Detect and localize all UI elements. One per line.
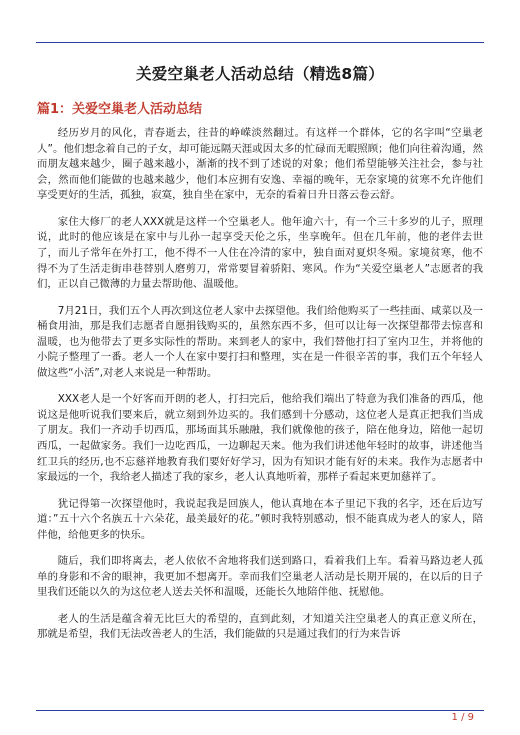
paragraph: 老人的生活是蕴含着无比巨大的希望的，直到此刻，才知道关注空巢老人的真正意义所在，那就是希望，我们无法改善老人的生活，我们能做的只是通过我们的行为来告诉 [37, 612, 483, 641]
paragraph: 随后，我们即将离去，老人依依不舍地将我们送到路口，看着我们上车。看着马路边老人孤单的身影和不舍的眼神，我更加不想离开。幸而我们空巢老人活动是长期开展的，在以后的日子里我们还能以久的为这位老人送去关怀和温暖，还能长久地陪伴他、抚慰他。 [37, 555, 483, 599]
document-body [37, 126, 483, 654]
paragraph: 家住大修厂的老人XXX就是这样一个空巢老人。他年逾六十，有一个三十多岁的儿子，照理说，此时的他应该是在家中与儿孙一起享受天伦之乐，坐享晚年。但在几年前，他的老伴去世了，而儿子常年在外打工，他不得不一人住在冷清的家中，独自面对夏炽冬殒。家境贫寒，他不得不为了生活走街串巷替别人磨剪刀，常常要冒着骄阳、寒风。作为“关爱空巢老人”志愿者的我们，正以自己微薄的力量去帮助他、温暖他。 [37, 215, 483, 291]
paragraph: 经历岁月的风化，青春逝去，往昔的峥嵘淡然翻过。有这样一个群体，它的名字叫“空巢老人”。他们想念着自己的子女，却可能远隔天涯或因太多的忙碌而无暇照顾；他们向往着沟通，然而朋友越来越少，圈子越来越小，渐渐的找不到了述说的对象；他们希望能够关注社会，参与社会，然而他们能做的也越来越少，他们本应拥有安逸、幸福的晚年，无奈家境的贫寒不允许他们享受更好的生活，孤独，寂寞，独自坐在家中，无奈的看着日升日落云卷云舒。 [37, 127, 483, 202]
document-title: 关爱空巢老人活动总结（精选8篇） [135, 65, 385, 83]
paragraph: 7月21日，我们五个人再次到这位老人家中去探望他。我们给他购买了一些挂面、咸菜以及一桶食用油，那是我们志愿者自愿捐钱购买的，虽然东西不多，但可以让每一次探望都带去惊喜和温暖，也为他带去了更多实际性的帮助。来到老人的家中，我们替他打扫了室内卫生，并将他的小院子整理了一番。老人一个人在家中要打扫和整理，实在是一件很辛苦的事，我们五个年轻人做这些“小活”,对老人来说是一种帮助。 [37, 304, 483, 379]
page-indicator: 1 / 9 [451, 712, 474, 723]
section-heading: 篇1：关爱空巢老人活动总结 [37, 102, 203, 117]
footer-rule [36, 710, 484, 711]
paragraph: XXX老人是一个好客而开朗的老人，打扫完后，他给我们端出了特意为我们准备的西瓜，他说这是他听说我们要来后，就立刻到外边买的。我们感到十分感动，这位老人是真正把我们当成了朋友。我们一齐动手切西瓜，那场面其乐融融，我们就像他的孩子，陪在他身边，陪他一起切西瓜，一起做家务。我们一边吃西瓜，一边聊起天来。他为我们讲述他年轻时的故事，讲述他当红卫兵的经历,也不忘慈祥地教育我们要好好学习，因为有知识才能有好的未来。我作为志愿者中家最远的一个，我给老人描述了我的家乡，老人认真地听着，那样子看起来更加慈祥了。 [37, 393, 483, 484]
header-rule [36, 42, 484, 43]
paragraph: 犹记得第一次探望他时，我说起我是回族人，他认真地在本子里记下我的名字，还在后边写道：”五十六个名族五十六朵花，最美最好的花。”顿时我特别感动，恨不能真成为老人的家人，陪伴他，给他更多的快乐。 [37, 497, 483, 541]
